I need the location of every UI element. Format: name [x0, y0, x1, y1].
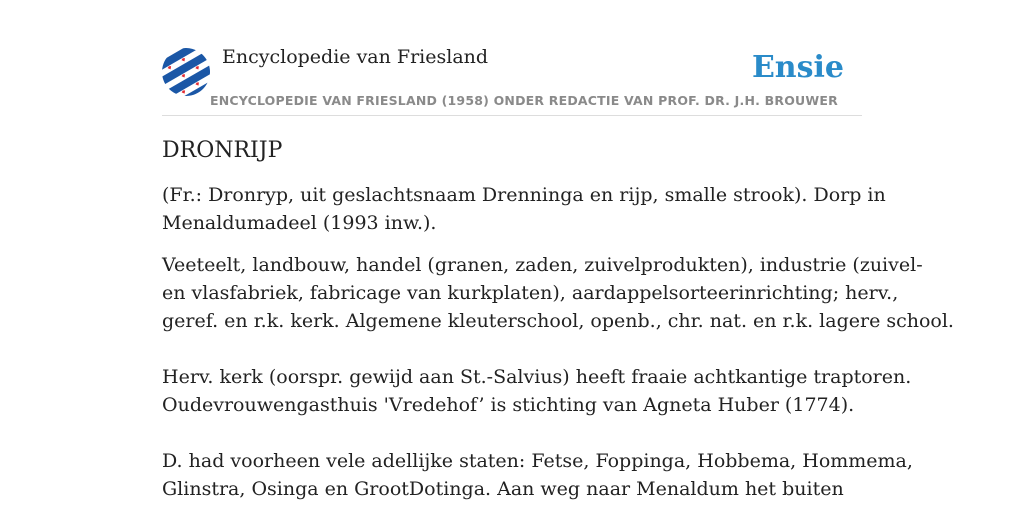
paragraph-line: en vlasfabriek, fabricage van kurkplaten), aardappelsorteerinrichting; herv.,	[162, 282, 899, 304]
paragraph-line: Herv. kerk (oorspr. gewijd aan St.-Salvius) heeft fraaie achtkantige traptoren.	[162, 366, 912, 388]
header-divider	[162, 115, 862, 116]
entry-paragraph	[162, 251, 954, 335]
entry-paragraph	[162, 181, 886, 237]
paragraph-line: Glinstra, Osinga en GrootDotinga. Aan weg naar Menaldum het buiten	[162, 478, 844, 500]
paragraph-line: Veeteelt, landbouw, handel (granen, zaden, zuivelprodukten), industrie (zuivel-	[162, 254, 923, 276]
brand-logo-text[interactable]: Ensie	[751, 50, 844, 85]
site-subtitle: ENCYCLOPEDIE VAN FRIESLAND (1958) ONDER REDACTIE VAN PROF. DR. J.H. BROUWER	[210, 93, 838, 108]
friesland-flag-icon[interactable]	[162, 48, 210, 96]
entry-paragraph	[162, 447, 913, 503]
entry-content	[162, 138, 954, 531]
entry-paragraph	[162, 363, 912, 419]
paragraph-line: D. had voorheen vele adellijke staten: Fetse, Foppinga, Hobbema, Hommema,	[162, 450, 913, 472]
entry-title: DRONRIJP	[162, 138, 283, 163]
paragraph-line: Oudevrouwengasthuis 'Vredehof’ is stichting van Agneta Huber (1774).	[162, 394, 855, 416]
paragraph-line: Menaldumadeel (1993 inw.).	[162, 212, 437, 234]
paragraph-line: (Fr.: Dronryp, uit geslachtsnaam Drenninga en rijp, smalle strook). Dorp in	[162, 184, 886, 206]
site-header	[162, 46, 862, 116]
paragraph-line: geref. en r.k. kerk. Algemene kleuterschool, openb., chr. nat. en r.k. lagere school.	[162, 310, 954, 332]
site-title[interactable]: Encyclopedie van Friesland	[222, 46, 489, 68]
